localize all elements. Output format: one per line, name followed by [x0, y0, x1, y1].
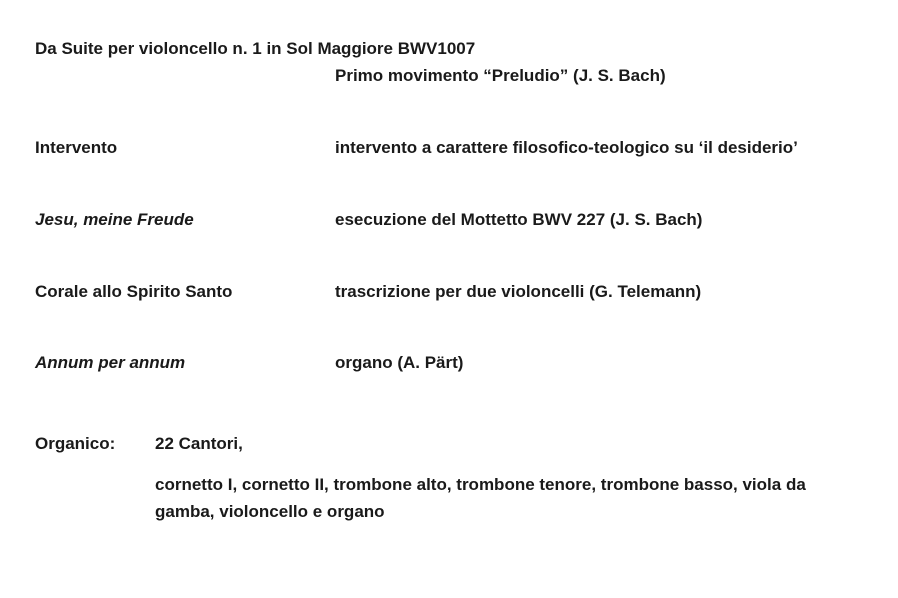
program-item-name: Corale allo Spirito Santo	[35, 282, 233, 301]
program-item-name: Jesu, meine Freude	[35, 210, 194, 229]
program-item-description: trascrizione per due violoncelli (G. Telemann)	[335, 282, 702, 301]
organico-singers: 22 Cantori,	[155, 434, 243, 453]
program-item-description: esecuzione del Mottetto BWV 227 (J. S. Bach)	[335, 210, 703, 229]
organico-instruments: cornetto I, cornetto II, trombone alto, trombone tenore, trombone basso, viola da gamba, violoncello e organo	[155, 475, 806, 521]
program-subtitle: Primo movimento “Preludio” (J. S. Bach)	[335, 66, 666, 85]
organico-label: Organico:	[35, 434, 116, 453]
program-title: Da Suite per violoncello n. 1 in Sol Maggiore BWV1007	[35, 39, 476, 58]
program-item-description: intervento a carattere filosofico-teologico su ‘il desiderio’	[335, 138, 798, 157]
program-item-name: Annum per annum	[35, 353, 186, 372]
program-item-description: organo (A. Pärt)	[335, 353, 464, 372]
program-item-name: Intervento	[35, 138, 118, 157]
